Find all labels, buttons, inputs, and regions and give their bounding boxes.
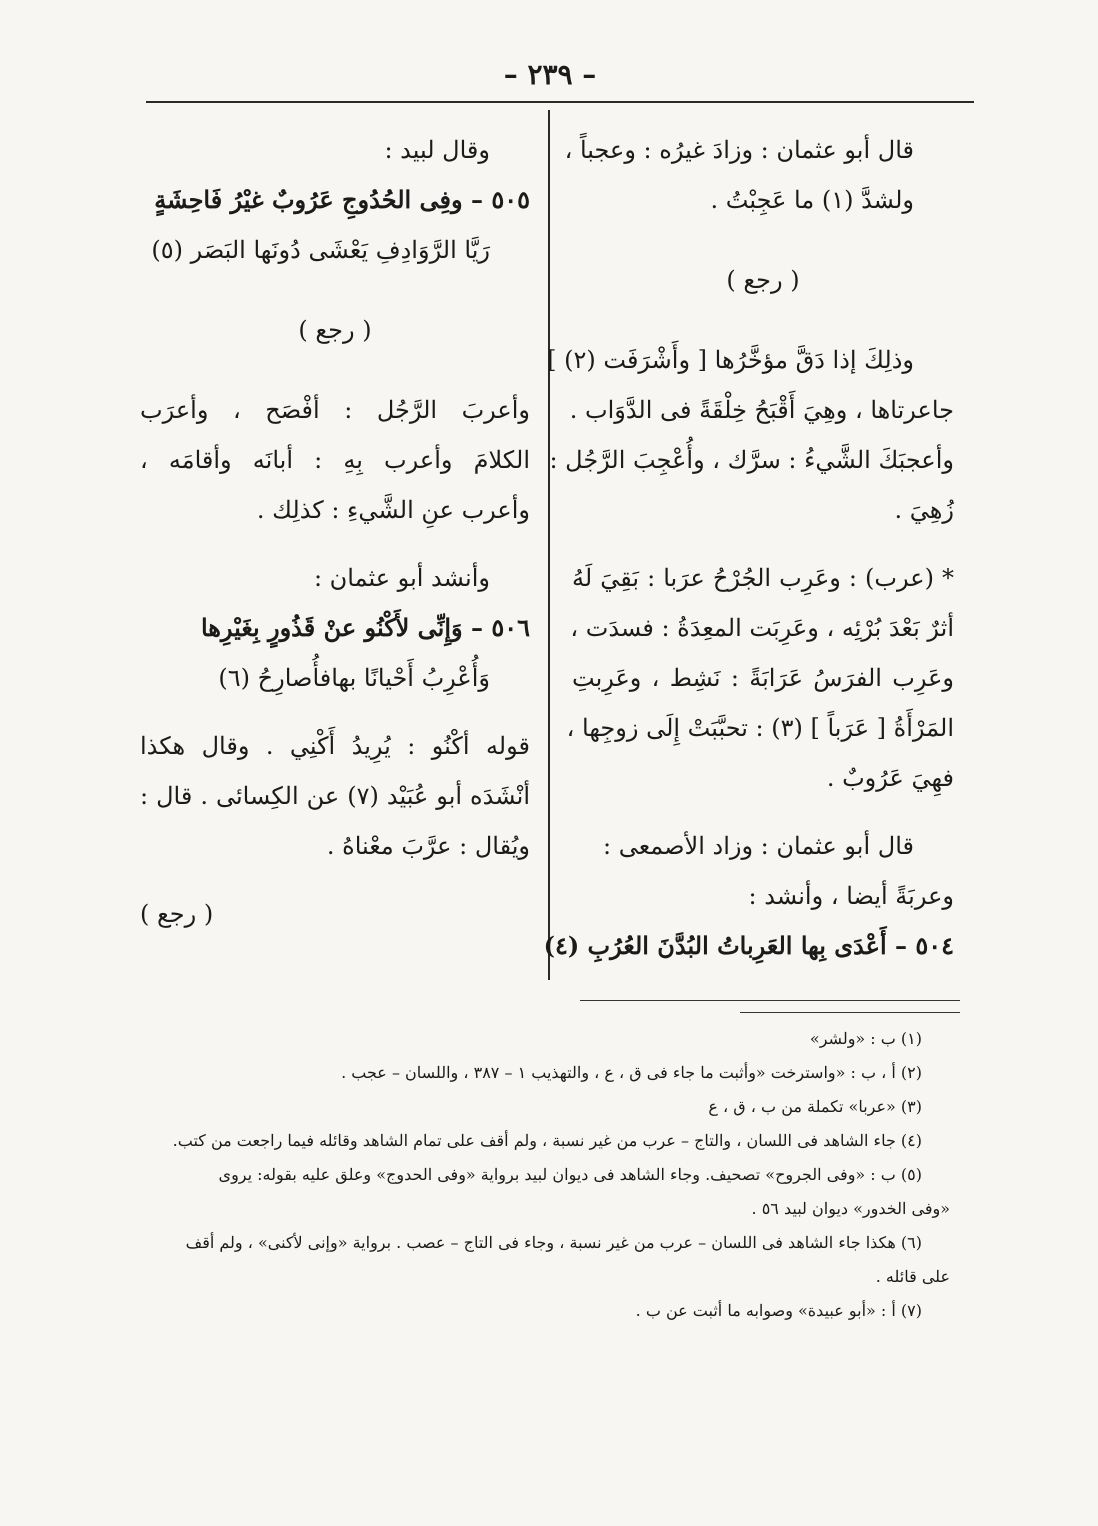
section-marker: ( رجع ) — [298, 316, 372, 344]
footnote: (٥) ب : «وفى الجروح» تصحيف. وجاء الشاهد فى ديوان لبيد برواية «وفى الحدوج» وعلق عليه بقوله: يروى — [218, 1165, 922, 1184]
footnote: «وفى الخدور» ديوان لبيد ٥٦ . — [751, 1199, 950, 1218]
text-line: قال أبو عثمان : وزاد الأصمعى : — [602, 832, 914, 860]
spacer — [572, 535, 954, 553]
text-line: فهِيَ عَرُوبٌ . — [826, 764, 954, 792]
footnote: على قائله . — [875, 1267, 950, 1286]
spacer — [140, 535, 530, 553]
spacer — [572, 225, 954, 255]
text-line: جاعرتاها ، وهِيَ أَقْبَحُ خِلْقَةً فى الدَّوَاب . — [569, 396, 954, 424]
column-divider — [548, 110, 550, 980]
text-line: قال أبو عثمان : وزادَ غيرُه : وعجباً ، — [564, 136, 914, 164]
footnote: (٧) أ : «أبو عبيدة» وصوابه ما أثبت عن ب . — [635, 1301, 922, 1320]
text-line: الكلامَ وأعرب بِهِ : أبانَه وأقامَه ، — [140, 446, 530, 474]
text-line: وذلِكَ إذا دَقَّ مؤخَّرُها [ وأَشْرَفَت (٢) ] — [547, 346, 914, 374]
header-rule — [146, 101, 974, 103]
spacer — [572, 305, 954, 335]
verse-line: ٥٠٥ – وفِى الحُدُوجِ عَرُوبٌ غيْرُ فَاحِشَةٍ — [154, 185, 530, 214]
footnote: (٤) جاء الشاهد فى اللسان ، والتاج – عرب من غير نسبة ، ولم أقف على تمام الشاهد وقائله فيما راجعت من كتب. — [172, 1131, 922, 1150]
verse-line: ٥٠٦ – وَإِنِّى لأَكْنُو عنْ قَذُورٍ بِغَيْرِها — [200, 613, 530, 642]
spacer — [140, 871, 530, 889]
text-line: زُهِيَ . — [894, 496, 954, 524]
section-marker: ( رجع ) — [726, 266, 800, 294]
text-line: أثرٌ بَعْدَ بُرْئِه ، وعَرِبَت المعِدَةُ : فسدَت ، — [570, 614, 954, 642]
text-line: وأنشد أبو عثمان : — [313, 564, 490, 592]
text-line: وأعربَ الرَّجُل : أفْصَح ، وأعرَب — [140, 396, 530, 424]
verse-line: ٥٠٤ – أَعْدَى بِها العَرِباتُ البُدَّنَ العُرُبِ (٤) — [543, 931, 954, 960]
text-line: ويُقال : عرَّبَ معْناهُ . — [326, 832, 530, 860]
column-bottom-rule — [580, 1000, 960, 1001]
text-line: رَيَّا الرَّوَادِفِ يَعْشَى دُونَها البَصَر (٥) — [151, 236, 490, 264]
spacer — [140, 355, 530, 385]
text-line: قوله أكْنُو : يُرِيدُ أَكْنِي . وقال هكذا — [140, 732, 530, 760]
text-line: وقال لبيد : — [384, 136, 490, 164]
text-line: أنْشَدَه أبو عُبَيْد (٧) عن الكِسائى . قال : — [140, 782, 530, 810]
footnotes — [140, 1022, 950, 1328]
right-column — [543, 125, 954, 971]
footnote: (٦) هكذا جاء الشاهد فى اللسان – عرب من غير نسبة ، وجاء فى التاج – عصب . برواية «وإنى لأكنى» ، ولم أقف — [185, 1233, 922, 1252]
footnote: (٢) أ ، ب : «واسترخت «وأثبت ما جاء فى ق ، ع ، والتهذيب ١ – ٣٨٧ ، واللسان – عجب . — [341, 1063, 922, 1082]
spacer — [572, 803, 954, 821]
text-line: وعربَةً أيضا ، وأنشد : — [748, 882, 954, 910]
left-column — [140, 125, 530, 939]
footnote-separator — [740, 1012, 960, 1013]
footnote: (١) ب : «ولشر» — [809, 1029, 922, 1048]
spacer — [140, 275, 530, 305]
spacer — [140, 703, 530, 721]
text-line: المَرْأَةُ [ عَرَباً ] (٣) : تحبَّبَتْ إِلَى زوجِها ، — [566, 714, 954, 742]
footnote: (٣) «عربا» تكملة من ب ، ق ، ع — [708, 1097, 922, 1116]
text-line: * (عرب) : وعَرِب الجُرْحُ عرَبا : بَقِيَ لَهُ — [572, 564, 954, 592]
text-line: ولشدَّ (١) ما عَجِبْتُ . — [710, 186, 914, 214]
text-line: وعَرِب الفرَسُ عَرَابَةً : نَشِط ، وعَرِبتِ — [572, 664, 954, 692]
text-line: وأعجبَكَ الشَّيءُ : سرَّك ، وأُعْجِبَ الرَّجُل : — [549, 446, 954, 474]
text-line: وأعرب عنِ الشَّيءِ : كذلِك . — [256, 496, 530, 524]
text-line: وَأُعْرِبُ أَحْيانًا بهافأُصارِحُ (٦) — [218, 664, 490, 692]
page-number: – ٢٣٩ – — [503, 58, 597, 91]
section-marker: ( رجع ) — [140, 900, 214, 928]
